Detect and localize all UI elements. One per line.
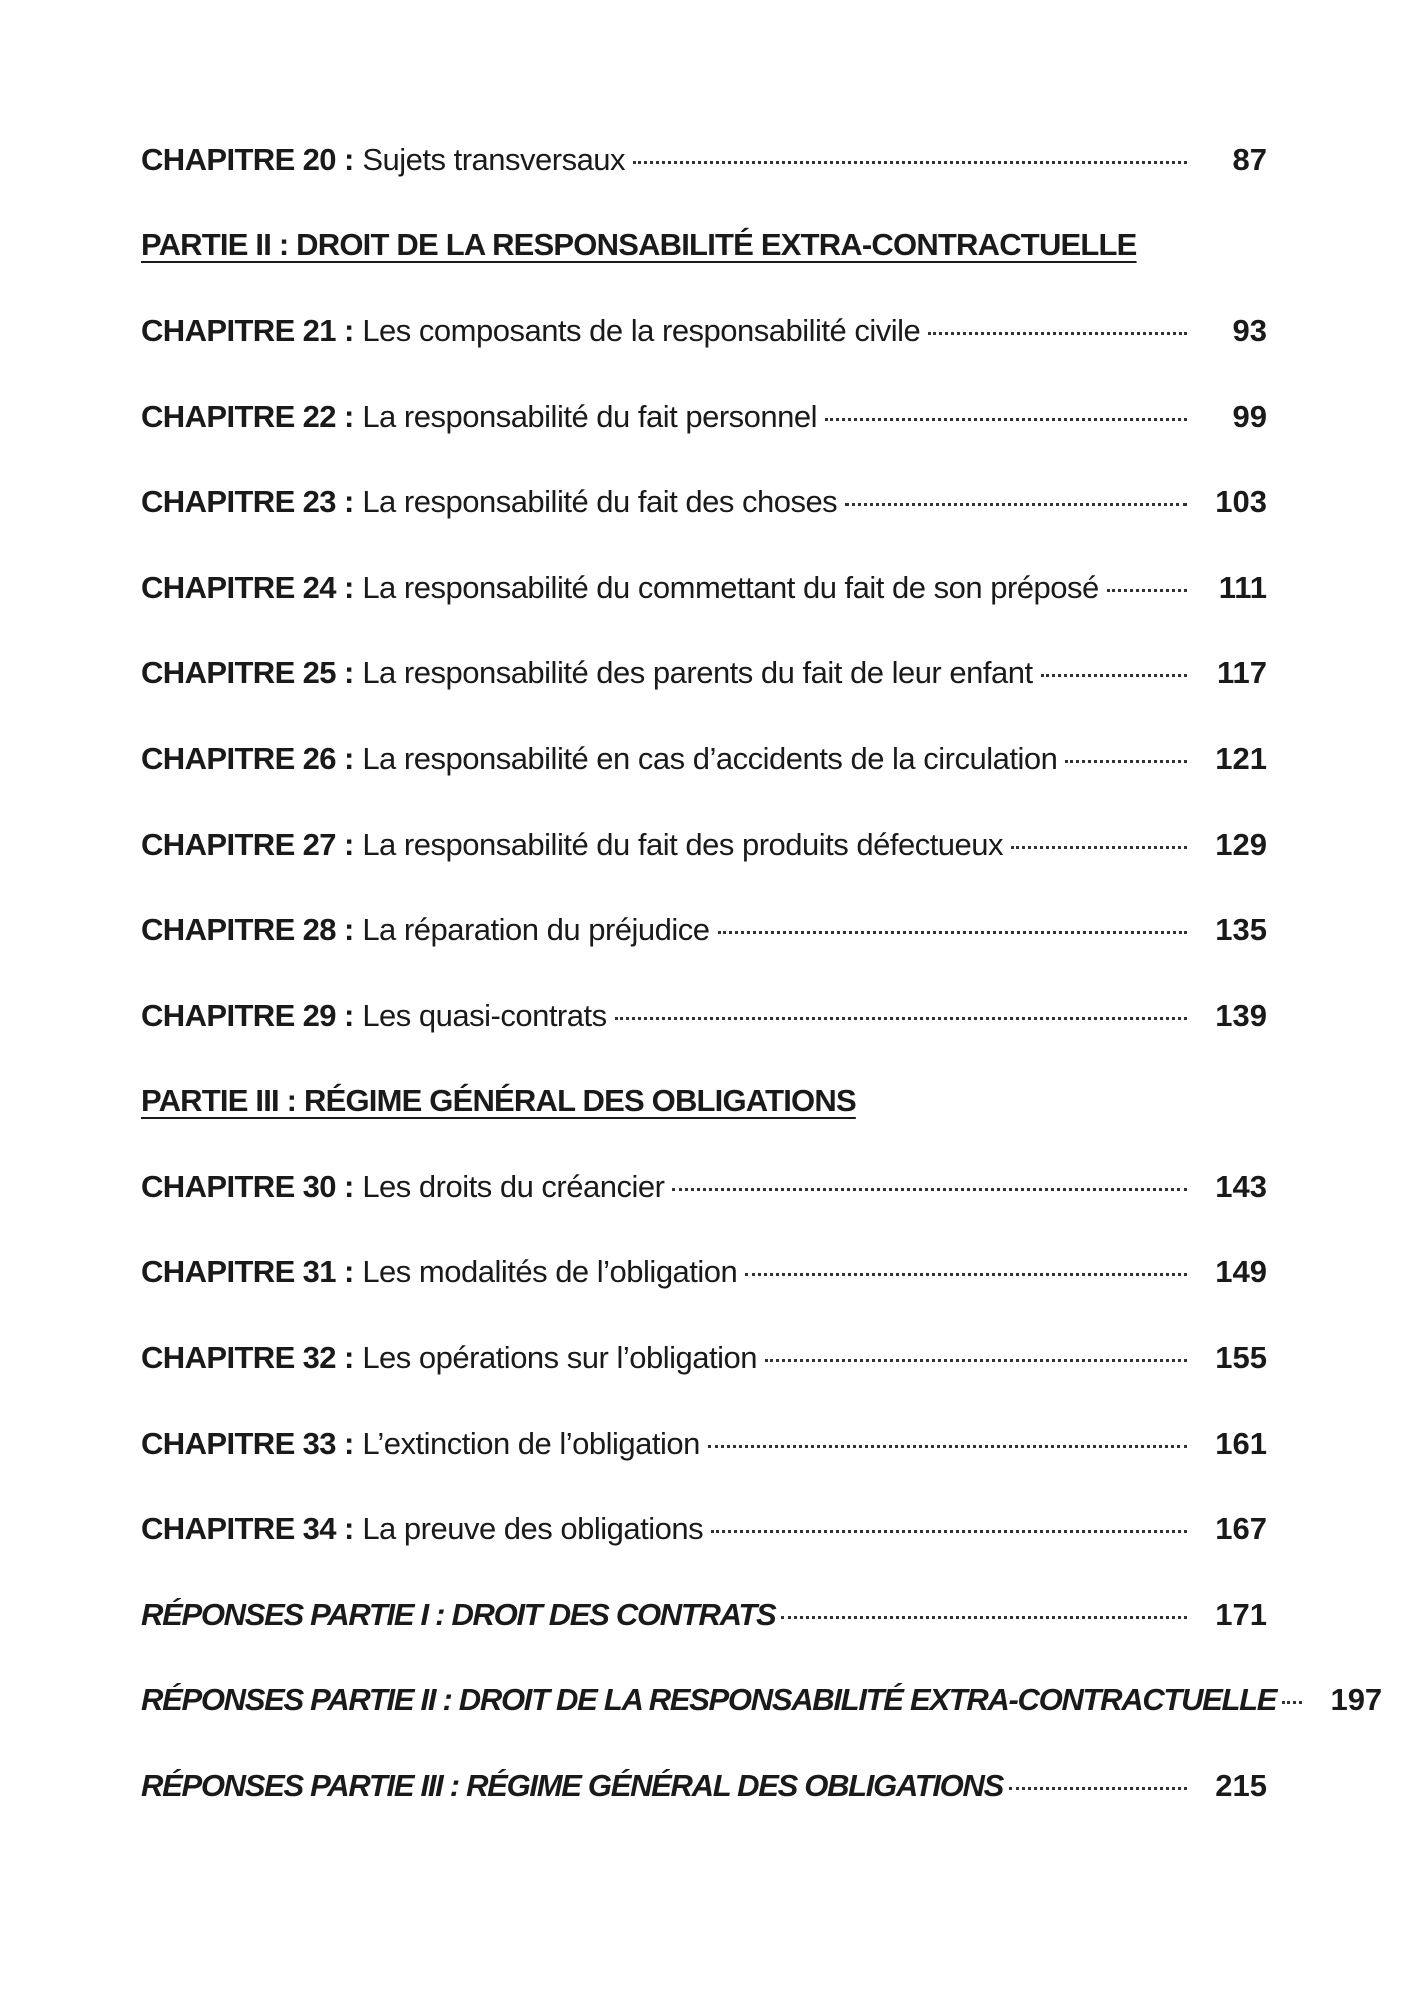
page-number: 139 — [1215, 998, 1267, 1033]
answers-title: RÉPONSES PARTIE III : RÉGIME GÉNÉRAL DES OBLIGATIONS — [141, 1768, 1003, 1803]
part-heading: PARTIE II : DROIT DE LA RESPONSABILITÉ EXTRA-CONTRACTUELLE — [141, 227, 1137, 262]
page-number: 161 — [1215, 1426, 1267, 1461]
toc-entry — [141, 820, 1267, 870]
toc-entry — [141, 905, 1267, 955]
page-number: 121 — [1215, 741, 1267, 776]
chapter-title: La responsabilité du fait des choses — [362, 484, 838, 519]
entry-label — [141, 477, 837, 527]
page-number: 215 — [1215, 1768, 1267, 1803]
entry-label — [141, 392, 817, 442]
dot-leader — [1009, 1787, 1187, 1790]
dot-leader — [825, 418, 1187, 421]
dot-leader — [672, 1188, 1187, 1191]
chapter-title: Les composants de la responsabilité civile — [362, 313, 921, 348]
entry-label — [141, 1504, 703, 1554]
page-number: 117 — [1216, 655, 1267, 690]
chapter-title: La preuve des obligations — [362, 1511, 704, 1546]
chapter-title: Les modalités de l’obligation — [362, 1254, 738, 1289]
page-number: 111 — [1218, 570, 1267, 605]
chapter-number: CHAPITRE 23 : — [141, 484, 354, 519]
toc-entry — [141, 991, 1267, 1041]
toc-entry — [141, 1162, 1267, 1212]
entry-label — [141, 648, 1033, 698]
chapter-title: Les droits du créancier — [362, 1169, 665, 1204]
chapter-number: CHAPITRE 31 : — [141, 1254, 354, 1289]
dot-leader — [745, 1273, 1187, 1276]
toc-answers-entry — [141, 1590, 1267, 1640]
chapter-number: CHAPITRE 26 : — [141, 741, 354, 776]
page-number: 103 — [1215, 484, 1267, 519]
page-number: 135 — [1215, 912, 1267, 947]
chapter-title: L’extinction de l’obligation — [362, 1426, 700, 1461]
chapter-number: CHAPITRE 33 : — [141, 1426, 354, 1461]
dot-leader — [928, 332, 1187, 335]
entry-label — [141, 1162, 664, 1212]
entry-label — [141, 734, 1057, 784]
dot-leader — [1107, 589, 1187, 592]
page-number: 167 — [1215, 1511, 1267, 1546]
chapter-number: CHAPITRE 34 : — [141, 1511, 354, 1546]
page-number: 99 — [1232, 399, 1267, 434]
chapter-number: CHAPITRE 32 : — [141, 1340, 354, 1375]
part-heading: PARTIE III : RÉGIME GÉNÉRAL DES OBLIGATIONS — [141, 1083, 856, 1118]
entry-label — [141, 991, 607, 1041]
chapter-title: La responsabilité des parents du fait de leur enfant — [362, 655, 1033, 690]
entry-label — [141, 306, 920, 356]
toc-entry — [141, 477, 1267, 527]
dot-leader — [1282, 1701, 1302, 1704]
page-number: 149 — [1215, 1254, 1267, 1289]
page-number: 87 — [1232, 142, 1267, 177]
dot-leader — [1011, 846, 1187, 849]
dot-leader — [615, 1017, 1187, 1020]
page-number: 129 — [1215, 827, 1267, 862]
chapter-title: Sujets transversaux — [362, 142, 626, 177]
chapter-number: CHAPITRE 22 : — [141, 399, 354, 434]
dot-leader — [711, 1530, 1187, 1533]
chapter-number: CHAPITRE 20 : — [141, 142, 354, 177]
chapter-title: La responsabilité du fait personnel — [362, 399, 818, 434]
dot-leader — [765, 1359, 1187, 1362]
page-number: 155 — [1215, 1340, 1267, 1375]
toc-entry — [141, 1333, 1267, 1383]
page-number: 197 — [1330, 1682, 1383, 1717]
dot-leader — [708, 1445, 1187, 1448]
dot-leader — [1041, 674, 1187, 677]
chapter-number: CHAPITRE 25 : — [141, 655, 354, 690]
chapter-number: CHAPITRE 27 : — [141, 827, 354, 862]
toc-entry — [141, 563, 1267, 613]
chapter-title: La réparation du préjudice — [362, 912, 710, 947]
chapter-title: La responsabilité en cas d’accidents de la circulation — [362, 741, 1058, 776]
page-number: 143 — [1215, 1169, 1267, 1204]
chapter-number: CHAPITRE 21 : — [141, 313, 354, 348]
chapter-title: Les quasi-contrats — [362, 998, 607, 1033]
toc-entry — [141, 734, 1267, 784]
toc-entry — [141, 1504, 1267, 1554]
entry-label — [141, 1419, 700, 1469]
dot-leader — [633, 161, 1187, 164]
page-number: 171 — [1215, 1597, 1267, 1632]
dot-leader — [718, 931, 1187, 934]
chapter-title: La responsabilité du commettant du fait de son préposé — [362, 570, 1099, 605]
toc-answers-entry — [141, 1761, 1267, 1811]
toc-entry — [141, 392, 1267, 442]
dot-leader — [845, 503, 1187, 506]
chapter-number: CHAPITRE 30 : — [141, 1169, 354, 1204]
chapter-title: La responsabilité du fait des produits défectueux — [362, 827, 1004, 862]
toc-entry — [141, 648, 1267, 698]
toc-entry — [141, 1247, 1267, 1297]
dot-leader — [781, 1616, 1187, 1619]
toc-answers-entry — [141, 1675, 1383, 1725]
entry-label — [141, 1333, 757, 1383]
entry-label — [141, 135, 625, 185]
dot-leader — [1065, 760, 1187, 763]
toc-entry — [141, 1419, 1267, 1469]
answers-title: RÉPONSES PARTIE II : DROIT DE LA RESPONSABILITÉ EXTRA-CONTRACTUELLE — [141, 1682, 1277, 1717]
table-of-contents — [141, 0, 1383, 2000]
chapter-number: CHAPITRE 29 : — [141, 998, 354, 1033]
chapter-number: CHAPITRE 28 : — [141, 912, 354, 947]
entry-label — [141, 905, 710, 955]
chapter-number: CHAPITRE 24 : — [141, 570, 354, 605]
entry-label — [141, 563, 1099, 613]
toc-entry — [141, 306, 1267, 356]
page-number: 93 — [1232, 313, 1267, 348]
entry-label — [141, 820, 1003, 870]
chapter-title: Les opérations sur l’obligation — [362, 1340, 757, 1375]
entry-label — [141, 1247, 737, 1297]
answers-title: RÉPONSES PARTIE I : DROIT DES CONTRATS — [141, 1597, 776, 1632]
toc-entry — [141, 135, 1267, 185]
